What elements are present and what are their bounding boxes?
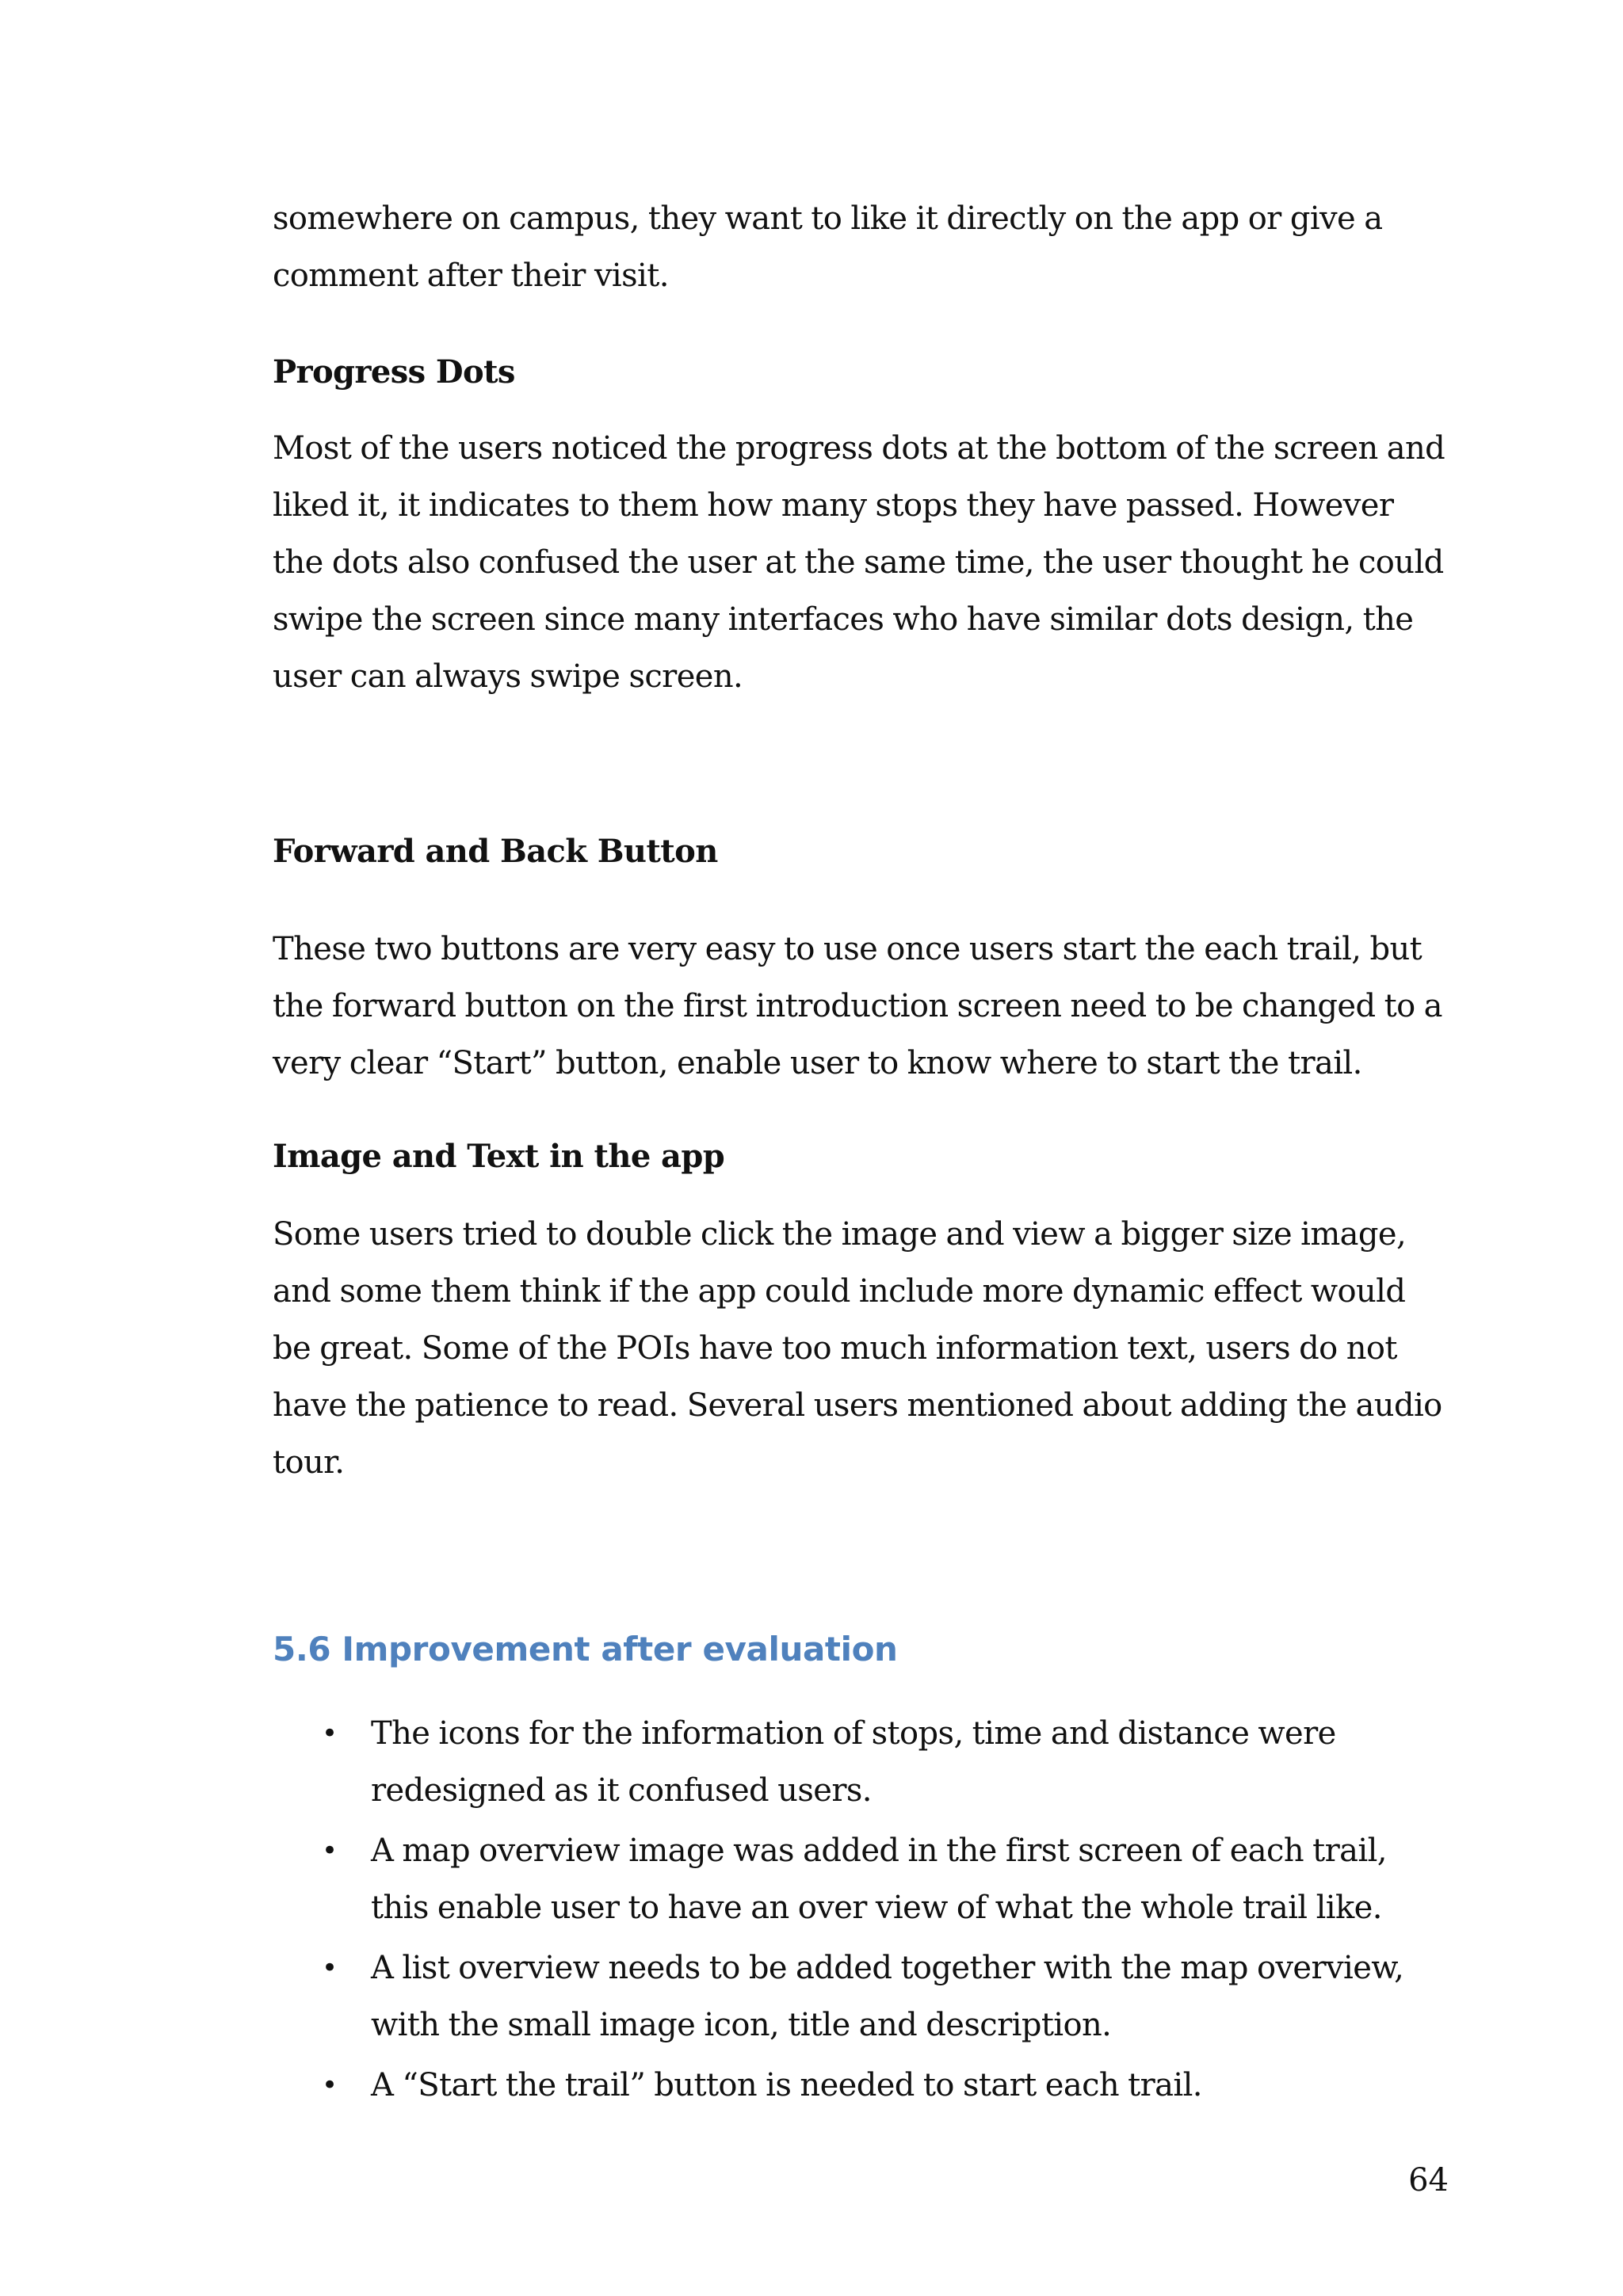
bullet-icon: • (322, 1718, 338, 1749)
bullet-icon: • (322, 1835, 338, 1867)
improvement-list (273, 1705, 1445, 2117)
bullet-icon: • (322, 2069, 338, 2101)
page-number: 64 (1408, 2162, 1449, 2199)
image-text-paragraph: Some users tried to double click the image and view a bigger size image, and some them think if the app could include more dynamic effect would be great. Some of the POIs have too much information text, users do not have the patience to read. Several users mentioned about adding the audio tour. (273, 1216, 1442, 1481)
section-heading-improvement: 5.6 Improvement after evaluation (273, 1630, 898, 1669)
bullet-icon: • (322, 1952, 338, 1984)
heading-image-and-text: Image and Text in the app (273, 1138, 725, 1175)
heading-forward-back-button: Forward and Back Button (273, 833, 718, 870)
heading-progress-dots: Progress Dots (273, 353, 515, 391)
list-item-text: The icons for the information of stops, time and distance were redesigned as it confused users. (371, 1715, 1336, 1809)
progress-dots-paragraph: Most of the users noticed the progress dots at the bottom of the screen and liked it, it indicates to them how many stops they have passed. However the dots also confused the user at the same time, the user thought he could swipe the screen since many interfaces who have similar dots design, the user can always swipe screen. (273, 430, 1445, 695)
intro-paragraph: somewhere on campus, they want to like it directly on the app or give a comment after their visit. (273, 200, 1383, 294)
list-item (273, 1822, 1445, 1936)
list-item (273, 1939, 1445, 2054)
forward-back-paragraph: These two buttons are very easy to use once users start the each trail, but the forward button on the first introduction screen need to be changed to a very clear “Start” button, enable user to know where to start the trail. (273, 931, 1442, 1081)
list-item-text: A list overview needs to be added together with the map overview, with the small image icon, title and description. (371, 1950, 1404, 2043)
list-item (273, 2057, 1445, 2114)
list-item (273, 1705, 1445, 1819)
list-item-text: A “Start the trail” button is needed to start each trail. (371, 2067, 1202, 2103)
list-item-text: A map overview image was added in the first screen of each trail, this enable user to have an over view of what the whole trail like. (371, 1833, 1387, 1926)
